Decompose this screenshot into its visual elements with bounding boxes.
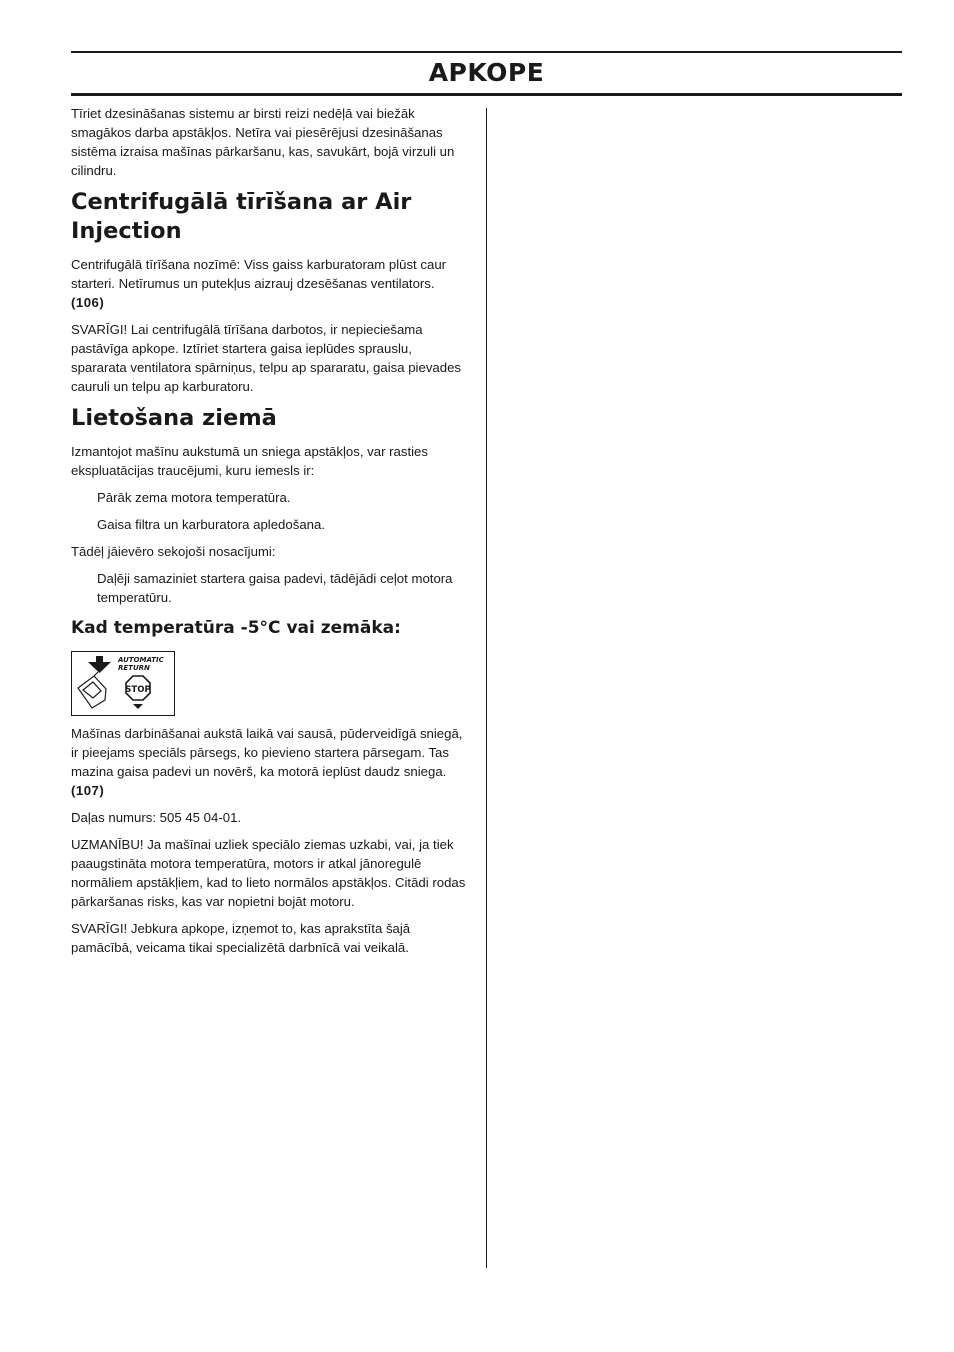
svg-text:STOP: STOP xyxy=(125,685,151,695)
section-heading-centrifugal-cleaning: Centrifugālā tīrīšana ar Air Injection xyxy=(71,189,412,244)
left-column xyxy=(71,104,471,965)
header-bottom-rule xyxy=(71,93,902,96)
winter-intro-paragraph: Izmantojot mašīnu aukstumā un sniega apstākļos, var rasties ekspluatācijas traucējumi, kuru iemesls ir: xyxy=(71,444,428,478)
figure-reference: (107) xyxy=(71,783,105,798)
centrifugal-cleaning-paragraph: Centrifugālā tīrīšana nozīmē: Viss gaiss karburatoram plūst caur starteri. Netīrumus un putekļus aizrauj dzesēšanas ventilators. (106) xyxy=(71,257,447,310)
section-heading-winter-use: Lietošana ziemā xyxy=(71,405,277,431)
header-top-rule xyxy=(71,51,902,53)
svg-text:RETURN: RETURN xyxy=(118,664,150,672)
section-heading-cold-temperature: Kad temperatūra -5°C vai zemāka: xyxy=(71,618,401,638)
list-item: Gaisa filtra un karburatora apledošana. xyxy=(97,517,325,532)
list-item: Daļēji samaziniet startera gaisa padevi, tādējādi ceļot motora temperatūru. xyxy=(97,571,453,605)
cold-cover-paragraph: Mašīnas darbināšanai aukstā laikā vai sausā, pūderveidīgā sniegā, ir pieejams speciāls pārsegs, ko pievieno startera pārsegam. Tas mazina gaisa padevi un novērš, ka motorā ieplūst daudz sniega. (107) xyxy=(71,726,463,798)
column-divider xyxy=(486,108,487,1268)
important-service-paragraph: SVARĪGI! Jebkura apkope, izņemot to, kas aprakstīta šajā pamācībā, veicama tikai specializētā darbnīcā vai veikalā. xyxy=(71,921,411,955)
caution-paragraph: UZMANĪBU! Ja mašīnai uzliek speciālo ziemas uzkabi, vai, ja tiek paaugstināta motora temperatūra, motors ir atkal jānoregulē normāliem apstākļiem, kad to lieto normālos apstākļos. Citādi rodas pārkaršanas risks, kas var nopietni bojāt motoru. xyxy=(71,837,466,909)
svg-text:AUTOMATIC: AUTOMATIC xyxy=(118,656,164,664)
part-number-paragraph: Daļas numurs: 505 45 04-01. xyxy=(71,810,242,825)
figure-reference: (106) xyxy=(71,295,105,310)
centrifugal-important-paragraph: SVARĪGI! Lai centrifugālā tīrīšana darbotos, ir nepieciešama pastāvīga apkope. Iztīriet startera gaisa ieplūdes sprauslu, spararata ventilatora spārniņus, telpu ap spararatu, gaisa pievades cauruli un telpu ap karburatoru. xyxy=(71,322,462,394)
automatic-return-stop-icon xyxy=(71,651,175,716)
list-item: Pārāk zema motora temperatūra. xyxy=(97,490,291,505)
winter-conditions-paragraph: Tādēļ jāievēro sekojoši nosacījumi: xyxy=(71,544,276,559)
intro-paragraph: Tīriet dzesināšanas sistemu ar birsti reizi nedēļā vai biežāk smagākos darba apstākļos. Netīra vai piesērējusi dzesināšanas sistēma izraisa mašīnas pārkaršanu, kas, savukārt, bojā virzuli un cilindru. xyxy=(71,106,455,178)
page-title: APKOPE xyxy=(428,58,545,87)
